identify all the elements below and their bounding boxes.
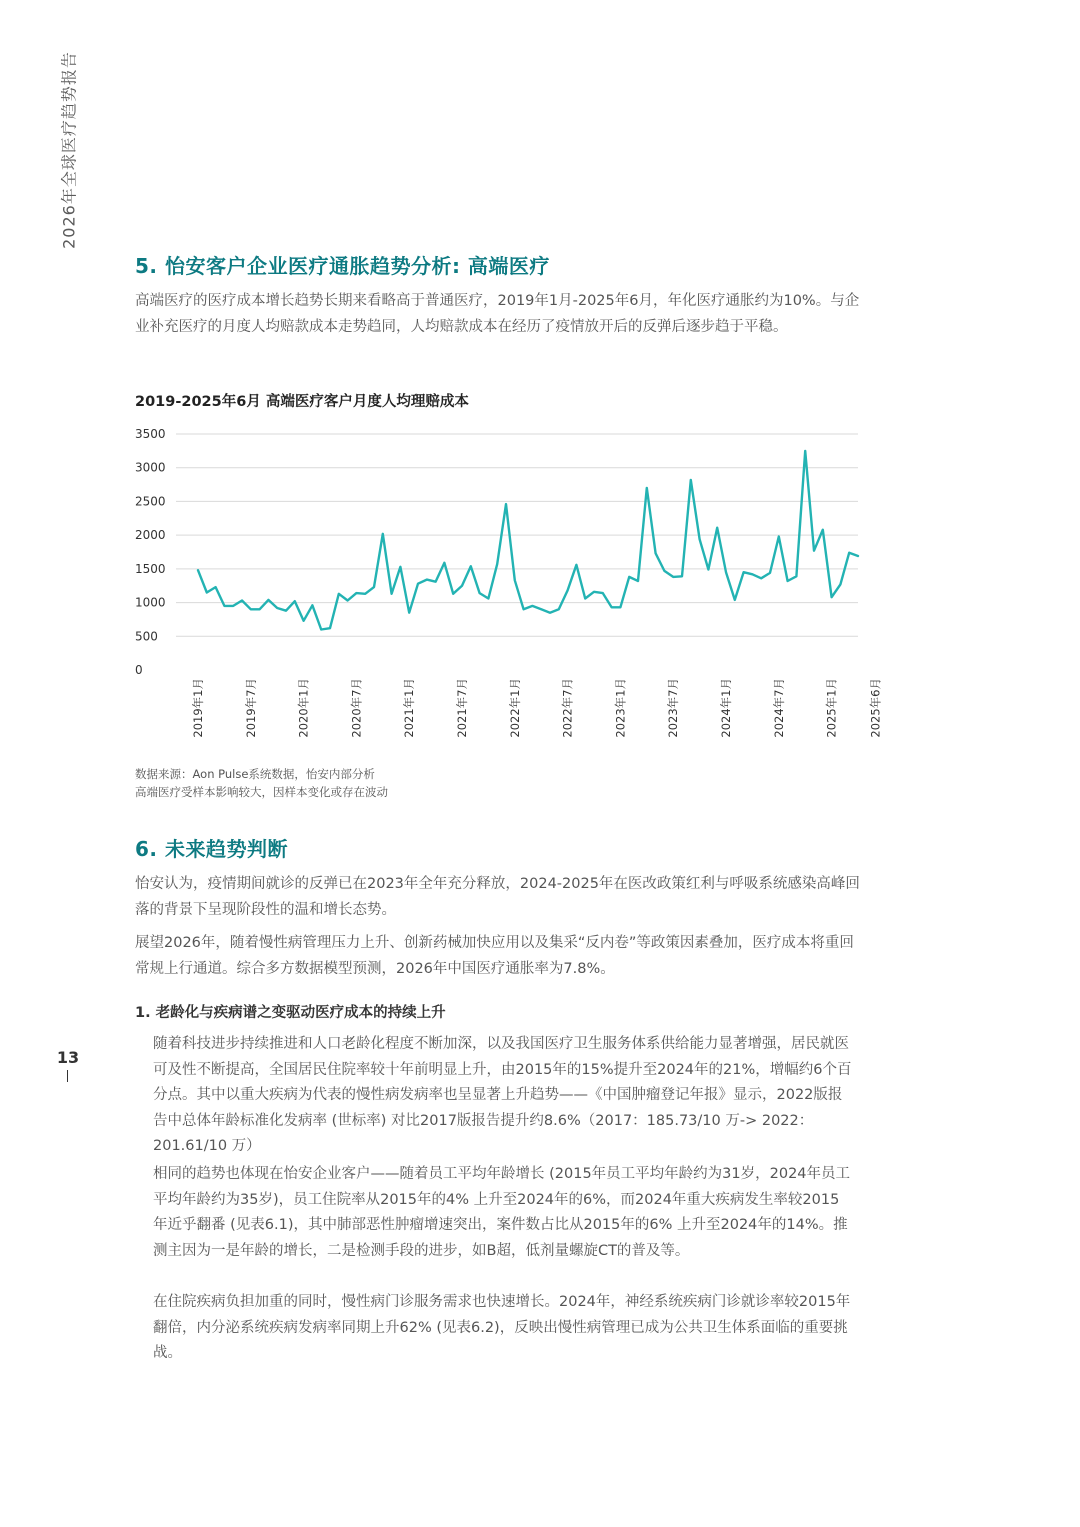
x-tick-label: 2021年7月 — [455, 678, 469, 738]
x-tick-label: 2022年1月 — [507, 678, 522, 738]
chart-notes — [135, 765, 865, 801]
sub-heading-wrap — [135, 1001, 865, 1022]
sub-paragraph-2: 相同的趋势也体现在怡安企业客户——随着员工平均年龄增长 (2015年员工平均年龄约为31岁，2024年员工平均年龄约为35岁)，员工住院率从2015年的4% 上升至2024年的6%，而2024年重大疾病发生率较2015年近乎翻番 (见表6.1)，其中肺部恶性肿瘤增速突出，案件数占比从2015年的6% 上升至2024年的14%。推测主因为一是年龄的增长，二是检测手段的进步，如B超，低剂量螺旋CT的普及等。 — [153, 1166, 851, 1259]
y-tick-label: 500 — [135, 629, 158, 644]
y-tick-label: 2000 — [135, 528, 166, 543]
chart-source-note: 数据来源：Aon Pulse系统数据，怡安内部分析 — [135, 767, 375, 781]
x-tick-label: 2022年7月 — [560, 678, 575, 738]
x-tick-label: 2024年1月 — [719, 678, 733, 738]
section-6-paragraph-1: 怡安认为，疫情期间就诊的反弹已在2023年全年充分释放，2024-2025年在医改政策红利与呼吸系统感染高峰回落的背景下呈现阶段性的温和增长态势。 — [135, 876, 860, 918]
sub-paragraph-1-wrap — [153, 1032, 853, 1160]
sub-heading-aging: 1. 老龄化与疾病谱之变驱动医疗成本的持续上升 — [135, 1005, 446, 1021]
section-5-body — [135, 288, 865, 340]
y-tick-label: 1000 — [135, 595, 166, 610]
chart-title-wrap — [135, 390, 865, 411]
section-6-p1-wrap — [135, 871, 865, 923]
x-tick-label: 2019年7月 — [243, 678, 258, 738]
y-tick-label: 2500 — [135, 494, 166, 509]
x-tick-label: 2020年7月 — [349, 678, 364, 738]
report-title-text: 2026年全球医疗趋势报告 — [59, 51, 79, 249]
x-tick-label: 2025年6月 — [868, 678, 883, 738]
sub-paragraph-1: 随着科技进步持续推进和人口老龄化程度不断加深，以及我国医疗卫生服务体系供给能力显著增强，居民就医可及性不断提高，全国居民住院率较十年前明显上升，由2015年的15%提升至2024年的21%，增幅约6个百分点。其中以重大疾病为代表的慢性病发病率也呈显著上升趋势——《中国肿瘤登记年报》显示，2022版报告中总体年龄标准化发病率 (世标率) 对比2017版报告提升约8.6%（2017：185.73/10 万-> 2022：201.61/10 万） — [153, 1036, 852, 1154]
section-5-paragraph: 高端医疗的医疗成本增长趋势长期来看略高于普通医疗，2019年1月-2025年6月，年化医疗通胀约为10%。与企业补充医疗的月度人均赔款成本走势趋同，人均赔款成本在经历了疫情放开后的反弹后逐步趋于平稳。 — [135, 293, 860, 335]
x-tick-label: 2025年1月 — [824, 678, 839, 738]
section-5-heading: 5. 怡安客户企业医疗通胀趋势分析: 高端医疗 — [135, 254, 550, 278]
section-6-heading-wrap — [135, 833, 865, 862]
line-chart — [120, 420, 883, 740]
y-tick-label: 3500 — [135, 427, 166, 441]
x-tick-label: 2024年7月 — [771, 678, 786, 738]
section-6-heading: 6. 未来趋势判断 — [135, 837, 288, 861]
chart-container — [120, 420, 883, 740]
x-tick-label: 2021年1月 — [402, 678, 417, 738]
x-tick-label: 2023年7月 — [666, 678, 681, 738]
y-tick-label: 0 — [135, 663, 143, 677]
chart-caveat-note: 高端医疗受样本影响较大，因样本变化或存在波动 — [135, 785, 388, 799]
y-tick-label: 1500 — [135, 561, 166, 576]
sub-paragraph-3-wrap — [153, 1290, 853, 1367]
section-5-heading-wrap — [135, 250, 865, 279]
x-tick-label: 2019年1月 — [191, 678, 205, 738]
y-tick-label: 3000 — [135, 460, 166, 475]
report-title-vertical — [50, 40, 86, 260]
page-number-rule — [67, 1070, 68, 1082]
sub-paragraph-2-wrap — [153, 1162, 853, 1264]
section-6-p2-wrap — [135, 930, 865, 982]
sub-paragraph-3: 在住院疾病负担加重的同时，慢性病门诊服务需求也快速增长。2024年，神经系统疾病门诊就诊率较2015年翻倍，内分泌系统疾病发病率同期上升62% (见表6.2)，反映出慢性病管理已成为公共卫生体系面临的重要挑战。 — [153, 1294, 851, 1361]
section-6-paragraph-2: 展望2026年，随着慢性病管理压力上升、创新药械加快应用以及集采“反内卷”等政策因素叠加，医疗成本将重回常规上行通道。综合多方数据模型预测，2026年中国医疗通胀率为7.8%。 — [135, 935, 854, 977]
page-number: 13 — [56, 1048, 80, 1067]
chart-title: 2019-2025年6月 高端医疗客户月度人均理赔成本 — [135, 394, 469, 410]
x-tick-label: 2023年1月 — [613, 678, 628, 738]
x-tick-label: 2020年1月 — [296, 678, 311, 738]
